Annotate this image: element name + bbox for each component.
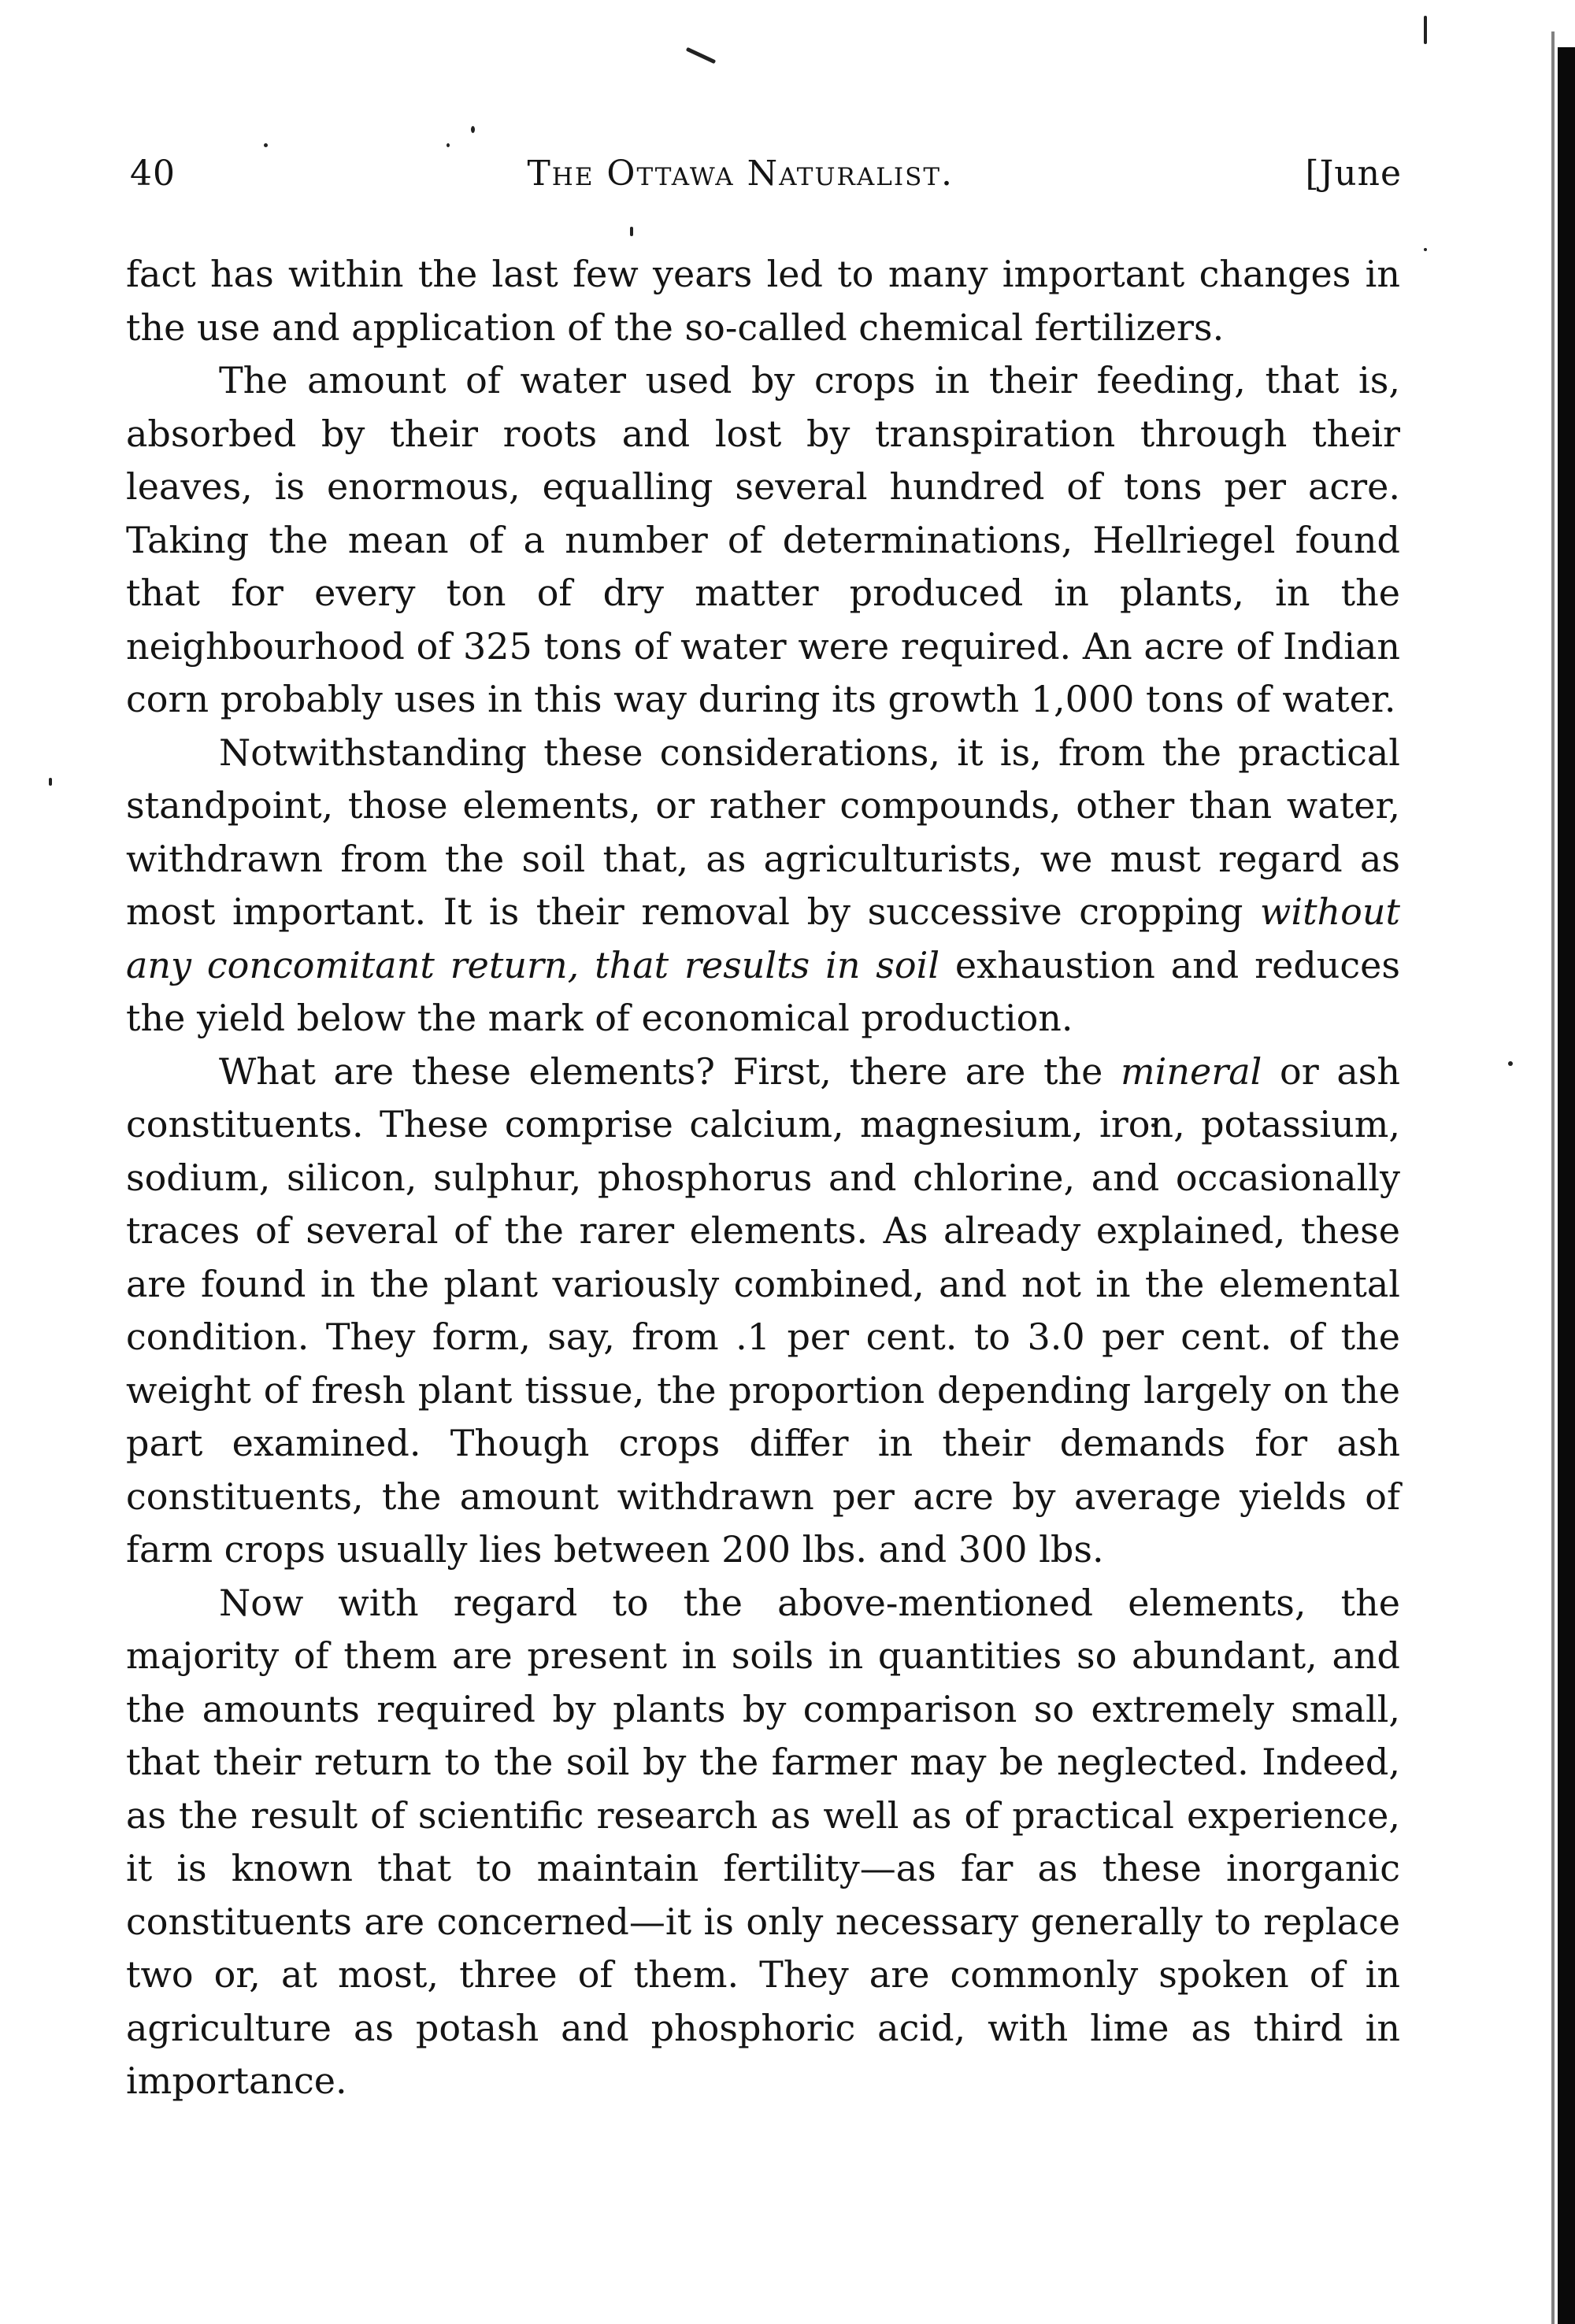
paragraph-text: What are these elements? First, there are the: [219, 1049, 1121, 1093]
paragraph: fact has within the last few years led to many important changes in the use and application of the so-called chemical fertilizers.: [126, 253, 1400, 349]
paragraph-text: exhaustion and reduces the yield below the mark of economical production.: [126, 943, 1400, 1039]
speck: [630, 227, 633, 236]
paragraph: Now with regard to the above-mentioned elements, the majority of them are present in soils in quantities so abundant, and the amounts required by plants by comparison so extremely small, that their return to the soil by the farmer may be neglected. Indeed, as the result of scientific research as well as of practical experience, it is known that to maintain fertility—as far as these inorganic constituents are concerned—it is only necessary generally to replace two or, at most, three of them. They are commonly spoken of in agriculture as potash and phosphoric acid, with lime as third in importance.: [126, 1581, 1400, 2102]
paragraph: [126, 1045, 1400, 1577]
speck: [1424, 248, 1427, 251]
journal-title: The Ottawa Naturalist.: [527, 154, 954, 194]
page-number: 40: [130, 154, 176, 194]
issue-month: [June: [1305, 154, 1402, 194]
paragraph: [126, 727, 1400, 1045]
running-header: [130, 154, 1402, 201]
speck: [471, 126, 475, 133]
body-text: [126, 248, 1400, 2108]
binding-edge: [1558, 47, 1575, 2324]
speck: [1508, 1061, 1513, 1066]
paragraph: The amount of water used by crops in their feeding, that is, absorbed by their roots and lost by transpiration through their leaves, is enormous, equalling several hundred of tons per acre. Taking the mean of a number of determinations, Hellriegel found that for every ton of dry matter produced in plants, in the neighbourhood of 325 tons of water were required. An acre of Indian corn probably uses in this way during its growth 1,000 tons of water.: [126, 359, 1400, 720]
speck: [1424, 16, 1427, 44]
italic-text: without any concomitant return, that results in soil: [126, 890, 1400, 986]
speck: [49, 778, 52, 786]
speck: [447, 143, 450, 147]
paragraph-text: Notwithstanding these considerations, it is, from the practical standpoint, those elements, or rather compounds, other than water, withdrawn from the soil that, as agriculturists, we must regard as most important. It is their removal by successive cropping: [126, 731, 1400, 933]
italic-text: mineral: [1121, 1049, 1262, 1093]
paragraph-text: or ash constituents. These comprise calcium, magnesium, iron, potassium, sodium, silicon, sulphur, phosphorus and chlorine, and occasionally traces of several of the rarer elements. As already explained, these are found in the plant variously combined, and not in the elemental condition. They form, say, from .1 per cent. to 3.0 per cent. of the weight of fresh plant tissue, the proportion depending largely on the part examined. Though crops differ in their demands for ash constituents, the amount withdrawn per acre by average yields of farm crops usually lies between 200 lbs. and 300 lbs.: [126, 1049, 1400, 1571]
speck: [264, 143, 268, 147]
speck: [686, 47, 716, 64]
scan-edge-line: [1551, 31, 1555, 2324]
